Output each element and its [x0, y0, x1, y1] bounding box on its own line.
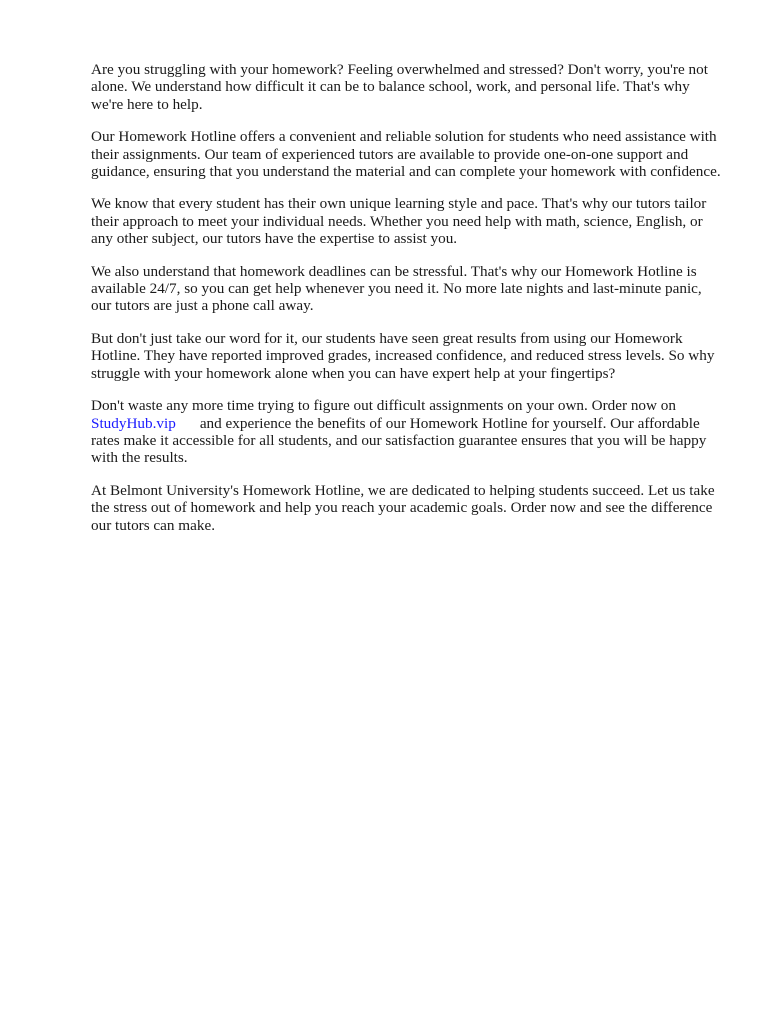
- order-text-before-link: Don't waste any more time trying to figure out difficult assignments on your own. Order now on: [91, 397, 676, 415]
- document-body: [91, 61, 723, 549]
- studyhub-link[interactable]: StudyHub.vip: [91, 414, 176, 432]
- paragraph-hotline-offer: Our Homework Hotline offers a convenient and reliable solution for students who need assistance with their assignments. Our team of experienced tutors are available to provide one-on-one support and guidance, ensuring that you understand the material and can complete your homework with confidence.: [91, 128, 721, 181]
- order-text-after-link: and experience the benefits of our Homework Hotline for yourself. Our affordable rates make it accessible for all students, and our satisfaction guarantee ensures that you will be happy with the results.: [91, 414, 707, 467]
- paragraph-closing: At Belmont University's Homework Hotline, we are dedicated to helping students succeed. Let us take the stress out of homework and help you reach your academic goals. Order now and see the difference our tutors can make.: [91, 481, 715, 534]
- paragraph-intro: Are you struggling with your homework? Feeling overwhelmed and stressed? Don't worry, you're not alone. We understand how difficult it can be to balance school, work, and personal life. That's why we're here to help.: [91, 61, 708, 113]
- paragraph-results: But don't just take our word for it, our students have seen great results from using our Homework Hotline. They have reported improved grades, increased confidence, and reduced stress levels. So why struggle with your homework alone when you can have expert help at your fingertips?: [91, 329, 715, 382]
- paragraph-deadlines: We also understand that homework deadlines can be stressful. That's why our Homework Hotline is available 24/7, so you can get help whenever you need it. No more late nights and last-minute panic, our tutors are just a phone call away.: [91, 262, 702, 315]
- paragraph-learning-style: We know that every student has their own unique learning style and pace. That's why our tutors tailor their approach to meet your individual needs. Whether you need help with math, science, English, or any other subject, our tutors have the expertise to assist you.: [91, 195, 707, 248]
- paragraph-order: [91, 397, 723, 467]
